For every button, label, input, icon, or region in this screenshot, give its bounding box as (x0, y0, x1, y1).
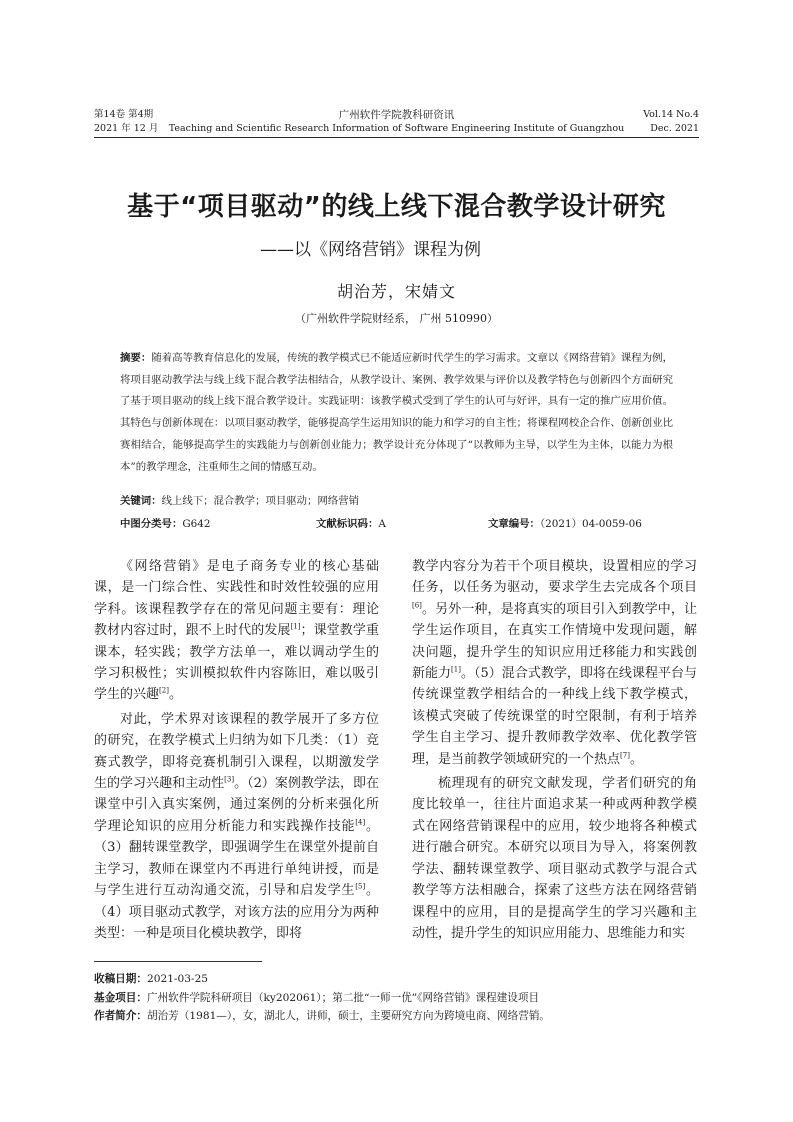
footnote (94, 970, 714, 1026)
citation-ref: [6] (412, 601, 422, 610)
paragraph-text: ；课堂教学重课本，轻实践；教学方法单一，难以调动学生的学习积极性；实训模拟软件内容陈旧，难以吸引学生的兴趣 (94, 623, 379, 703)
paper-subtitle: ——以《网络营销》课程为例 (260, 240, 481, 260)
article-number-value: （2021）04-0059-06 (539, 518, 642, 530)
author-list: 胡治芳，宋婧文 (336, 282, 456, 301)
abstract-text: 随着高等教育信息化的发展，传统的教学模式已不能适应新时代学生的学习需求。文章以《网络营销》课程为例，将项目驱动教学法与线上线下混合教学法相结合，从教学设计、案例、教学效果与评价以及教学特色与创新四个方面研究了基于项目驱动的线上线下混合教学设计。实践证明：该教学模式受到了学生的认可与好评，具有一定的推广应用价值。其特色与创新体现在：以项目驱动教学，能够提高学生运用知识的能力和学习的自主性；将课程网校企合作、创新创业比赛相结合，能够提高学生的实践能力与创新创业能力；教学设计充分体现了“以教师为主导，以学生为主体，以能力为根本”的教学理念，注重师生之间的情感互动。 (120, 352, 674, 473)
header-right (643, 108, 699, 136)
header-volume-zh: 第14卷 第4期 (94, 109, 154, 120)
citation-ref: [5] (355, 882, 366, 891)
running-header (94, 108, 699, 136)
keywords-label: 关键词： (120, 495, 162, 507)
header-center (94, 108, 699, 136)
author-bio-label: 作者简介： (94, 1010, 147, 1022)
header-divider (94, 137, 699, 138)
paragraph-text: 。（5）混合式教学，即将在线课程平台与传统课堂教学相结合的一种线上线下教学模式，该模式突破了传统课堂的时空限制，有利于培养学生自主学习、提升教师教学效率、优化教学管理，是当前教学领域研究的一个热点 (412, 666, 697, 767)
author-bio (94, 1007, 714, 1026)
paragraph-text: 《网络营销》是电子商务专业的核心基础课，是一门综合性、实践性和时效性较强的应用学科。该课程教学存在的常见问题主要有：理论教材内容过时，跟不上时代的发展 (94, 559, 379, 639)
keywords (120, 493, 673, 509)
header-journal-zh: 广州软件学院教科研资讯 (338, 109, 455, 121)
article-number (488, 516, 642, 532)
body-paragraph (412, 556, 697, 770)
paragraph-text: 教学内容分为若干个项目模块，设置相应的学习任务，以任务为驱动，要求学生去完成各个项目 (412, 559, 697, 596)
article-number-label: 文章编号： (488, 518, 540, 530)
header-date-zh: 2021 年 12 月 (94, 123, 159, 134)
paragraph-text: 梳理现有的研究文献发现，学者们研究的角度比较单一，往往片面追求某一种或两种教学模式在网络营销课程中的应用，较少地将各种模式进行融合研究。本研究以项目为导入，将案例教学法、翻转课堂教学、项目驱动式教学与混合式教学等方法相融合，探索了这些方法在网络营销课程中的应用，目的是提高学生的学习兴趣和主动性，提升学生的知识应用能力、思维能力和实 (412, 776, 697, 941)
paragraph-text: 。（4）项目驱动式教学，对该方法的应用分为两种类型：一种是项目化模块教学，即将 (94, 883, 379, 941)
citation-ref: [7] (620, 751, 630, 760)
author-bio-value: 胡治芳（1981—），女，湖北人，讲师，硕士，主要研究方向为跨境电商、网络营销。 (146, 1010, 551, 1022)
header-journal-en: Teaching and Scientific Research Information of Software Engineering Institute of Guangzhou (168, 123, 625, 134)
paragraph-text: 。另外一种，是将真实的项目引入到教学中，让学生运作项目，在真实工作情境中发现问题，解决问题，提升学生的知识应用迁移能力和实践创新能力 (412, 601, 697, 682)
citation-ref: [1] (290, 622, 301, 631)
affiliation: （广州软件学院财经系， 广州 510990） (295, 312, 498, 325)
citation-ref: [4] (355, 818, 366, 827)
body-paragraph (412, 773, 697, 944)
paragraph-text: 。 (168, 687, 182, 703)
classification-label: 中图分类号： (120, 518, 183, 530)
paragraph-text: 。（2）案例教学法，即在课堂中引入真实案例，通过案例的分析来强化所学理论知识的应用分析能力和实践操作技能 (94, 776, 379, 834)
classification-value: G642 (182, 518, 211, 530)
fund-label: 基金项目： (94, 991, 147, 1004)
paper-title: 基于“项目驱动”的线上线下混合教学设计研究 (127, 192, 666, 222)
received-date (94, 970, 714, 989)
document-code-label: 文献标识码： (316, 518, 379, 530)
document-code-value: A (378, 518, 386, 530)
received-value: 2021-03-25 (146, 973, 209, 985)
keywords-text: 线上线下；混合教学；项目驱动；网络营销 (161, 495, 359, 507)
citation-ref: [3] (224, 775, 235, 784)
abstract-label: 摘要： (120, 352, 152, 364)
received-label: 收稿日期： (94, 973, 147, 985)
paragraph-text: 。 (629, 751, 643, 767)
citation-ref: [2] (159, 687, 169, 696)
abstract (120, 348, 673, 478)
paragraph-text: 对此，学术界对该课程的教学展开了多方位的研究，在教学模式上归纳为如下几类：（1）竞赛式教学，即将竞赛机制引入课程，以期激发学生的学习兴趣和主动性 (94, 711, 379, 792)
fund-value: 广州软件学院科研项目（ky202061）；第二批“一师一优”《网络营销》课程建设项目 (146, 991, 540, 1004)
footnote-divider (94, 961, 262, 962)
body-paragraph (94, 556, 379, 706)
body-column-right (412, 556, 697, 944)
fund-info (94, 989, 714, 1008)
body-paragraph (94, 709, 379, 944)
document-code (316, 516, 386, 532)
paragraph-text: 。（3）翻转课堂教学，即强调学生在课堂外提前自主学习，教师在课堂内不再进行单纯讲授，而是与学生进行互动沟通交流，引导和启发学生 (94, 818, 379, 899)
body-column-left (94, 556, 379, 944)
classification-number (120, 516, 210, 532)
header-date-en: Dec. 2021 (650, 123, 699, 134)
header-volume-en: Vol.14 No.4 (643, 109, 699, 120)
citation-ref: [1] (451, 665, 461, 674)
